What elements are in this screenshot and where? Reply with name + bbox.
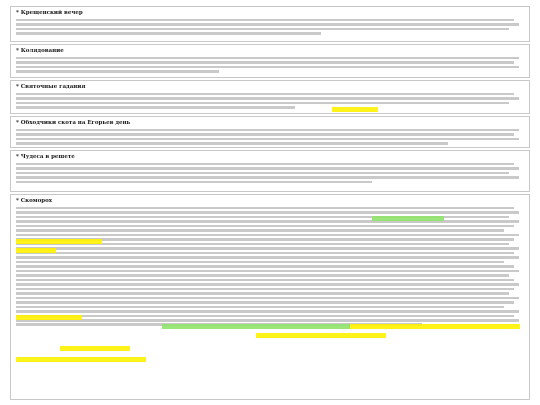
glossary-entry — [10, 194, 530, 400]
highlight-mark — [16, 239, 102, 244]
glossary-entry — [10, 116, 530, 148]
glossary-entry — [10, 44, 530, 78]
highlight-mark — [16, 315, 82, 320]
entry-heading: * Крещенский вечер — [16, 10, 83, 16]
entry-heading: * Обходчики скота на Егорьев день — [16, 120, 131, 126]
highlight-mark — [16, 357, 146, 362]
entry-heading: * Колядование — [16, 48, 64, 54]
entry-heading: * Святочные гадания — [16, 84, 86, 90]
highlight-mark — [60, 346, 130, 351]
highlight-mark — [162, 324, 350, 329]
glossary-entry — [10, 150, 530, 192]
glossary-entry — [10, 80, 530, 114]
highlight-mark — [332, 107, 378, 112]
highlight-mark — [350, 324, 520, 329]
entry-heading: * Скоморох — [16, 198, 53, 204]
entry-heading: * Чудеса в решете — [16, 154, 75, 160]
highlight-mark — [256, 333, 386, 338]
highlight-mark — [372, 216, 444, 221]
glossary-entry — [10, 6, 530, 42]
highlight-mark — [16, 248, 56, 253]
